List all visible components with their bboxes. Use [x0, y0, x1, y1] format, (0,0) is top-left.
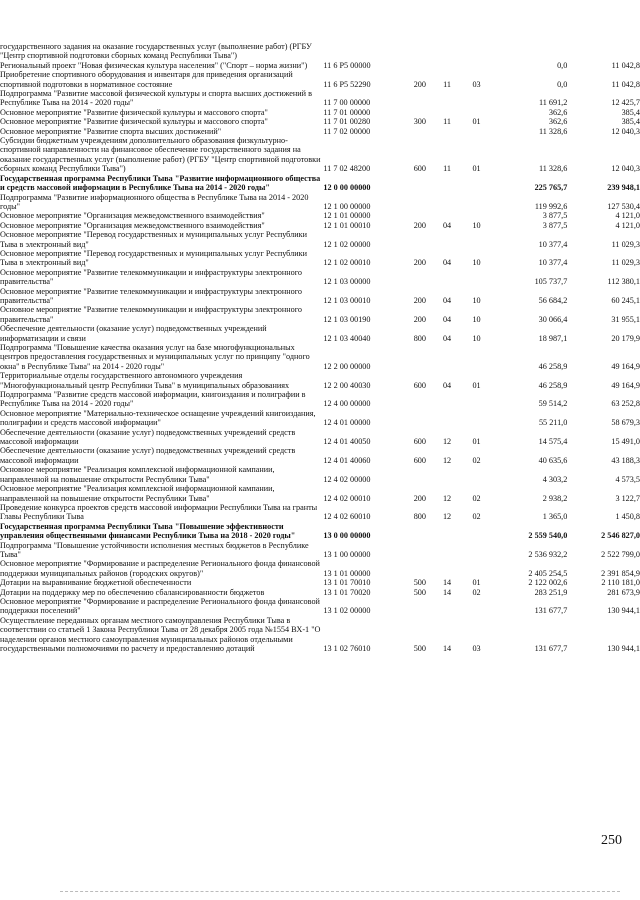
table-row: [0, 390, 640, 409]
row-amount-2020: 20 179,9: [611, 333, 640, 343]
row-amount-2020: 2 110 181,0: [601, 578, 640, 588]
row-name: Основное мероприятие "Формирование и распределение Регионального фонда финансовой поддержки поселений": [0, 596, 320, 616]
row-subsection: 02: [472, 512, 481, 522]
row-amount-2019: 46 258,9: [538, 380, 568, 390]
row-expense-type: [406, 174, 433, 193]
row-expense-type: [406, 61, 433, 70]
row-expense-type: [406, 465, 433, 484]
row-name: Дотации на поддержку мер по обеспечению сбалансированности бюджетов: [0, 587, 265, 597]
table-row: [0, 211, 640, 220]
row-code: [323, 42, 406, 61]
row-code: 12 4 02 00000: [323, 474, 371, 484]
row-code: 12 4 02 60010: [323, 512, 371, 522]
row-section: 04: [442, 295, 452, 305]
row-subsection: [461, 108, 493, 117]
row-amount-2020: 2 391 854,9: [601, 568, 640, 578]
table-row: [0, 409, 640, 428]
row-amount-2020: 58 679,3: [611, 418, 640, 428]
row-section: [433, 465, 460, 484]
row-subsection: 03: [472, 79, 481, 89]
table-row: [0, 371, 640, 390]
row-amount-2019: 2 122 002,6: [528, 578, 568, 588]
row-name: Подпрограмма "Развитие массовой физической культуры и спорта высших достижений в Республике Тыва на 2014 - 2020 годы": [0, 89, 312, 108]
row-amount-2019: 56 684,2: [538, 295, 568, 305]
row-section: 11: [443, 79, 451, 89]
row-expense-type: 600: [413, 455, 426, 465]
row-name: Основное мероприятие "Развитие спорта высших достижений": [0, 126, 222, 136]
row-section: [433, 541, 460, 560]
row-section: 11: [443, 164, 451, 174]
row-expense-type: 600: [413, 380, 426, 390]
row-subsection: 01: [472, 117, 481, 127]
row-subsection: [461, 127, 493, 136]
row-name: Региональный проект "Новая физическая культура населения" ("Спорт – норма жизни"): [0, 60, 308, 70]
row-code: 11 7 02 48200: [323, 164, 371, 174]
table-row: [0, 597, 640, 616]
row-subsection: [461, 409, 493, 428]
row-section: [433, 89, 460, 108]
row-name: Проведение конкурса проектов средств массовой информации Республики Тыва на гранты Главы Республики Тыва: [0, 502, 318, 522]
row-code: 12 1 03 00190: [323, 314, 371, 324]
row-subsection: [461, 541, 493, 560]
row-code: 12 1 02 00000: [323, 239, 371, 249]
row-expense-type: [406, 230, 433, 249]
row-code: 13 1 02 76010: [323, 644, 371, 653]
row-expense-type: 300: [413, 117, 426, 127]
row-expense-type: [406, 108, 433, 117]
table-row: [0, 61, 640, 70]
row-code: 13 1 01 00000: [323, 568, 371, 578]
row-amount-2020: 11 029,3: [611, 258, 640, 268]
row-subsection: 10: [472, 295, 481, 305]
row-subsection: [461, 268, 493, 287]
row-subsection: [461, 343, 493, 371]
program-row: [0, 174, 640, 193]
row-code: 13 0 00 00000: [323, 531, 371, 541]
row-amount-2020: 11 029,3: [611, 239, 640, 249]
row-amount-2019: 283 251,9: [534, 587, 568, 597]
table-row: [0, 305, 640, 324]
row-section: 14: [442, 578, 452, 588]
row-subsection: 02: [472, 587, 481, 597]
table-row: [0, 616, 640, 654]
row-name: Обеспечение деятельности (оказание услуг) подведомственных учреждений средств массовой информации: [0, 446, 296, 465]
row-name: Основное мероприятие "Развитие телекоммуникации и инфраструктуры электронного правительства": [0, 305, 303, 324]
table-row: [0, 578, 640, 587]
row-expense-type: [406, 390, 433, 409]
row-expense-type: [406, 193, 433, 212]
row-section: [433, 108, 460, 117]
row-expense-type: [406, 89, 433, 108]
row-amount-2019: [492, 42, 567, 61]
row-expense-type: 200: [413, 314, 426, 324]
footer-divider: [60, 891, 620, 892]
row-subsection: 02: [472, 493, 481, 503]
row-amount-2019: 362,6: [548, 107, 568, 117]
row-amount-2019: 40 635,6: [538, 455, 568, 465]
row-subsection: [461, 522, 493, 541]
row-code: 11 7 00 00000: [323, 98, 371, 108]
budget-table: [0, 42, 640, 653]
row-subsection: 10: [472, 220, 481, 230]
row-amount-2019: 362,6: [548, 117, 568, 127]
table-row: [0, 117, 640, 126]
row-amount-2019: 11 328,6: [538, 164, 568, 174]
table-row: [0, 268, 640, 287]
row-name: Основное мероприятие "Организация межведомственного взаимодействия": [0, 220, 265, 230]
row-section: 04: [442, 314, 452, 324]
row-amount-2020: 239 948,1: [607, 183, 640, 193]
row-subsection: [461, 230, 493, 249]
row-amount-2019: 10 377,4: [538, 258, 568, 268]
row-code: 11 6 Р5 00000: [323, 60, 371, 70]
table-row: [0, 230, 640, 249]
row-amount-2019: 2 938,2: [542, 493, 568, 503]
row-code: 12 1 03 00000: [323, 277, 371, 287]
row-section: 14: [442, 587, 452, 597]
row-name: Основное мероприятие "Формирование и распределение Регионального фонда финансовой поддержки муниципальных районов (городских округов)": [0, 559, 320, 578]
row-subsection: 10: [472, 258, 481, 268]
row-amount-2019: 131 677,7: [534, 606, 568, 616]
row-expense-type: [406, 268, 433, 287]
row-code: 12 4 01 40060: [323, 455, 371, 465]
row-subsection: [461, 597, 493, 616]
row-code: 13 1 01 70020: [323, 587, 371, 597]
row-amount-2020: 43 188,3: [611, 455, 640, 465]
row-amount-2019: 119 992,6: [534, 201, 568, 211]
row-subsection: [461, 211, 493, 220]
row-expense-type: [406, 559, 433, 578]
table-row: [0, 484, 640, 503]
row-amount-2020: 4 573,5: [615, 474, 640, 484]
row-amount-2020: 385,4: [621, 107, 640, 117]
page-number: 250: [601, 833, 622, 848]
table-row: [0, 249, 640, 268]
row-amount-2019: 10 377,4: [538, 239, 568, 249]
row-amount-2019: 2 536 932,2: [528, 549, 568, 559]
row-name: Подпрограмма "Развитие средств массовой информации, книгоиздания и полиграфии в Республике Тыва на 2014 - 2020 годы": [0, 390, 306, 409]
row-name: государственного задания на оказание государственных услуг (выполнение работ) (РГБУ "Центр спортивной подготовки сборных команд Республики Тыва"): [0, 42, 312, 61]
row-code: 13 1 01 70010: [323, 578, 371, 588]
row-expense-type: [406, 127, 433, 136]
row-expense-type: [406, 541, 433, 560]
row-amount-2020: 281 673,9: [607, 587, 640, 597]
row-code: 12 4 00 00000: [323, 399, 371, 409]
row-amount-2020: 15 491,0: [611, 437, 640, 447]
row-amount-2020: 127 530,4: [607, 201, 640, 211]
row-name: Основное мероприятие "Перевод государственных и муниципальных услуг Республики Тыва в электронный вид": [0, 230, 307, 249]
row-amount-2019: 2 559 540,0: [528, 531, 568, 541]
row-amount-2020: 11 042,8: [611, 79, 640, 89]
row-code: 12 4 01 40050: [323, 437, 371, 447]
row-section: [433, 559, 460, 578]
row-expense-type: 800: [413, 512, 426, 522]
row-amount-2020: 4 121,0: [615, 211, 640, 221]
row-expense-type: 200: [413, 493, 426, 503]
table-row: [0, 428, 640, 447]
row-amount-2020: 60 245,1: [611, 295, 640, 305]
row-amount-2019: 3 877,5: [542, 211, 568, 221]
row-section: [433, 390, 460, 409]
row-subsection: 10: [472, 333, 481, 343]
table-row: [0, 127, 640, 136]
row-code: 12 1 02 00010: [323, 258, 371, 268]
budget-table-body: [0, 42, 640, 653]
row-subsection: 03: [472, 644, 481, 653]
row-section: [433, 193, 460, 212]
row-expense-type: 200: [413, 79, 426, 89]
row-section: [433, 211, 460, 220]
row-amount-2020: 12 425,7: [611, 98, 640, 108]
row-amount-2020: 1 450,8: [615, 512, 640, 522]
row-expense-type: [406, 597, 433, 616]
row-code: 12 1 03 40040: [323, 333, 371, 343]
table-row: [0, 221, 640, 230]
row-expense-type: [406, 211, 433, 220]
row-section: [433, 522, 460, 541]
row-section: 14: [442, 644, 452, 653]
budget-document: [0, 42, 640, 653]
row-amount-2020: 130 944,1: [607, 644, 640, 653]
row-subsection: 01: [472, 578, 481, 588]
row-name: Государственная программа Республики Тыва "Развитие информационного общества и средств массовой информации в Республике Тыва на 2014 - 2020 годы": [0, 173, 321, 193]
row-amount-2020: 385,4: [621, 117, 640, 127]
row-subsection: [461, 174, 493, 193]
row-section: 04: [442, 333, 452, 343]
row-expense-type: 200: [413, 220, 426, 230]
row-expense-type: 200: [413, 258, 426, 268]
row-subsection: [461, 390, 493, 409]
row-name: Государственная программа Республики Тыва "Повышение эффективности управления общественными финансами Республики Тыва на 2018 - 2020 годы": [0, 521, 296, 541]
row-amount-2019: 30 066,4: [538, 314, 568, 324]
row-expense-type: 500: [413, 587, 426, 597]
table-row: [0, 343, 640, 371]
row-section: [433, 409, 460, 428]
row-amount-2020: 12 040,3: [611, 126, 640, 136]
row-name: Приобретение спортивного оборудования и инвентаря для приведения организаций спортивной подготовки в нормативное состояние: [0, 70, 293, 89]
row-expense-type: 800: [413, 333, 426, 343]
row-expense-type: [406, 42, 433, 61]
table-row: [0, 89, 640, 108]
row-amount-2020: 49 164,9: [611, 380, 640, 390]
row-name: Дотации на выравнивание бюджетной обеспеченности: [0, 578, 192, 588]
row-name: Основное мероприятие "Перевод государственных и муниципальных услуг Республики Тыва в электронный вид": [0, 248, 307, 268]
table-row: [0, 287, 640, 306]
table-row: [0, 193, 640, 212]
row-amount-2019: 0,0: [557, 60, 568, 70]
row-expense-type: 500: [413, 644, 426, 653]
row-section: [433, 343, 460, 371]
row-code: 12 4 02 00010: [323, 493, 371, 503]
row-amount-2019: 18 987,1: [538, 333, 568, 343]
row-name: Обеспечение деятельности (оказание услуг) подведомственных учреждений информатизации и связи: [0, 324, 267, 343]
row-amount-2020: 3 122,7: [615, 493, 640, 503]
table-row: [0, 446, 640, 465]
row-amount-2020: 49 164,9: [611, 361, 640, 371]
row-section: 12: [442, 512, 452, 522]
row-section: [433, 127, 460, 136]
row-expense-type: 600: [413, 437, 426, 447]
row-section: 11: [443, 117, 451, 127]
row-code: 12 4 01 00000: [323, 418, 371, 428]
row-expense-type: [406, 409, 433, 428]
row-name: Подпрограмма "Развитие информационного общества в Республике Тыва на 2014 - 2020 годы": [0, 192, 309, 211]
row-code: 12 1 01 00010: [323, 220, 371, 230]
row-code: 11 7 02 00000: [323, 126, 371, 136]
row-subsection: 01: [472, 380, 481, 390]
row-section: 04: [442, 258, 452, 268]
row-name: Субсидии бюджетным учреждениям дополнительного образования физкультурно-спортивной направленности на финансовое обеспечение государственного задания на оказание государственных услуг (выполнение работ) (РГБУ "Центр спортивной подготовки сборных команд Республики Тыва"): [0, 136, 321, 174]
row-expense-type: 500: [413, 578, 426, 588]
row-amount-2020: 63 252,8: [611, 399, 640, 409]
table-row: [0, 108, 640, 117]
row-subsection: 10: [472, 314, 481, 324]
table-row: [0, 136, 640, 174]
table-row: [0, 588, 640, 597]
row-expense-type: 200: [413, 295, 426, 305]
row-code: 13 1 02 00000: [323, 606, 371, 616]
table-row: [0, 465, 640, 484]
row-amount-2020: 112 380,1: [607, 277, 640, 287]
table-row: [0, 541, 640, 560]
row-name: Территориальные отделы государственного автономного учреждения "Многофункциональный центр Республики Тыва" в муниципальных образованиях: [0, 371, 290, 390]
row-code: 11 7 01 00280: [323, 117, 371, 127]
row-amount-2019: 225 765,7: [534, 183, 568, 193]
row-subsection: [461, 89, 493, 108]
row-code: 12 2 00 00000: [323, 361, 371, 371]
program-row: [0, 522, 640, 541]
row-amount-2020: 12 040,3: [611, 164, 640, 174]
row-section: [433, 61, 460, 70]
row-amount-2020: [567, 42, 640, 61]
table-row: [0, 42, 640, 61]
row-section: 04: [442, 220, 452, 230]
row-section: [433, 174, 460, 193]
row-name: Основное мероприятие "Развитие телекоммуникации и инфраструктуры электронного правительства": [0, 267, 303, 287]
row-subsection: [461, 465, 493, 484]
row-name: Подпрограмма "Повышение качества оказания услуг на базе многофункциональных центров предоставления государственных и муниципальных услуг по принципу "одного окна" в Республике Тыва" на 2014 - 2020 годы": [0, 343, 310, 371]
row-amount-2019: 11 691,2: [538, 98, 568, 108]
row-name: Основное мероприятие "Развитие физической культуры и массового спорта": [0, 117, 268, 127]
row-amount-2019: 131 677,7: [534, 644, 568, 653]
row-amount-2019: 2 405 254,5: [528, 568, 568, 578]
row-code: 12 1 01 00000: [323, 211, 371, 221]
row-subsection: 02: [472, 455, 481, 465]
row-amount-2019: 14 575,4: [538, 437, 568, 447]
row-amount-2019: 0,0: [557, 79, 568, 89]
table-row: [0, 503, 640, 522]
row-subsection: [461, 61, 493, 70]
row-section: 12: [442, 455, 452, 465]
row-name: Основное мероприятие "Развитие телекоммуникации и инфраструктуры электронного правительства": [0, 286, 303, 305]
row-amount-2019: 55 211,0: [538, 418, 568, 428]
row-name: Основное мероприятие "Реализация комплексной информационной кампании, направленной на повышение открытости Республики Тыва": [0, 465, 275, 484]
row-name: Обеспечение деятельности (оказание услуг) подведомственных учреждений средств массовой информации: [0, 427, 296, 447]
row-name: Основное мероприятие "Развитие физической культуры и массового спорта": [0, 107, 268, 117]
row-code: 12 0 00 00000: [323, 183, 371, 193]
row-amount-2019: 1 365,0: [542, 512, 568, 522]
row-section: 04: [442, 380, 452, 390]
row-amount-2020: 31 955,1: [611, 314, 640, 324]
row-section: [433, 597, 460, 616]
row-section: [433, 42, 460, 61]
row-section: [433, 268, 460, 287]
row-amount-2020: 11 042,8: [611, 60, 640, 70]
row-expense-type: [406, 343, 433, 371]
row-code: 13 1 00 00000: [323, 549, 371, 559]
row-code: 11 7 01 00000: [323, 107, 371, 117]
row-amount-2020: 2 546 827,0: [601, 531, 640, 541]
row-name: Основное мероприятие "Материально-техническое оснащение учреждений книгоиздания, полиграфии и средств массовой информации": [0, 408, 316, 428]
row-code: 11 6 Р5 52290: [323, 79, 371, 89]
row-amount-2020: 130 944,1: [607, 606, 640, 616]
row-name: Основное мероприятие "Реализация комплексной информационной кампании, направленной на повышение открытости Республики Тыва": [0, 484, 275, 503]
table-row: [0, 70, 640, 89]
row-subsection: 01: [472, 437, 481, 447]
row-name: Осуществление переданных органам местного самоуправления Республики Тыва в соответствии со статьей 1 Закона Республики Тыва от 28 декабря 2005 года №1554 ВХ-1 "О наделении органов местного самоуправления муниципальных районов отдельными государственными полномочиями по расчету и предоставлению дотаций: [0, 615, 321, 653]
row-code: 12 1 03 00010: [323, 295, 371, 305]
table-row: [0, 324, 640, 343]
row-amount-2019: 59 514,2: [538, 399, 568, 409]
row-section: [433, 230, 460, 249]
row-subsection: [461, 193, 493, 212]
row-name: Основное мероприятие "Организация межведомственного взаимодействия": [0, 211, 265, 221]
row-code: 12 1 00 00000: [323, 201, 371, 211]
row-amount-2019: 11 328,6: [538, 126, 568, 136]
row-amount-2019: 105 737,7: [534, 277, 568, 287]
row-expense-type: 600: [413, 164, 426, 174]
row-amount-2019: 3 877,5: [542, 220, 568, 230]
row-section: 12: [442, 437, 452, 447]
row-name: Подпрограмма "Повышение устойчивости исполнения местных бюджетов в Республике Тыва": [0, 540, 309, 559]
row-amount-2019: 46 258,9: [538, 361, 568, 371]
row-subsection: [461, 559, 493, 578]
row-section: 12: [442, 493, 452, 503]
table-row: [0, 559, 640, 578]
row-amount-2020: 4 121,0: [615, 220, 640, 230]
row-amount-2020: 2 522 799,0: [601, 549, 640, 559]
row-amount-2019: 4 303,2: [542, 474, 568, 484]
row-subsection: 01: [472, 164, 481, 174]
row-subsection: [461, 42, 493, 61]
row-expense-type: [406, 522, 433, 541]
row-code: 12 2 00 40030: [323, 380, 371, 390]
